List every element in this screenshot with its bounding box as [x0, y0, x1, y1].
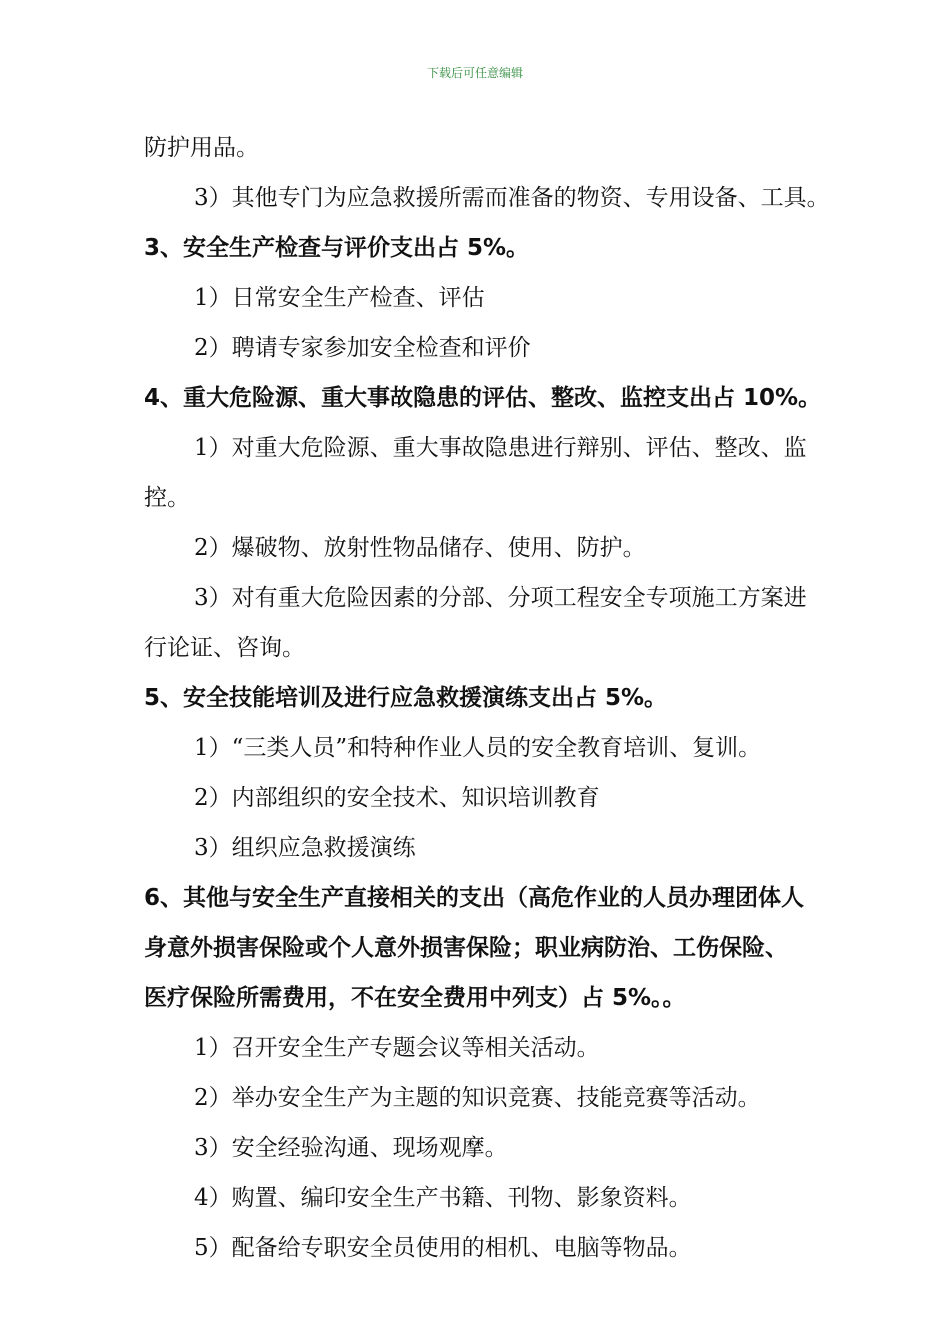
text-line: 2）聘请专家参加安全检查和评价: [194, 335, 531, 361]
text-line: 控。: [144, 485, 190, 511]
text-line: 3）组织应急救援演练: [194, 835, 416, 861]
watermark-header: 下载后可任意编辑: [426, 66, 523, 80]
text-line: 1）对重大危险源、重大事故隐患进行辩别、评估、整改、监: [194, 435, 807, 461]
text-line: 身意外损害保险或个人意外损害保险；职业病防治、工伤保险、: [144, 935, 788, 961]
text-line: 6、其他与安全生产直接相关的支出（高危作业的人员办理团体人: [144, 885, 805, 911]
text-line: 5）配备给专职安全员使用的相机、电脑等物品。: [194, 1235, 692, 1261]
text-line: 医疗保险所需费用，不在安全费用中列支）占 5%。。: [144, 985, 686, 1011]
document-body: [144, 123, 884, 1273]
text-line: 行论证、咨询。: [144, 635, 305, 661]
text-line: 1）召开安全生产专题会议等相关活动。: [194, 1035, 600, 1061]
text-line: 1）“三类人员”和特种作业人员的安全教育培训、复训。: [194, 735, 762, 761]
text-line: 1）日常安全生产检查、评估: [194, 285, 485, 311]
text-line: 3）对有重大危险因素的分部、分项工程安全专项施工方案进: [194, 585, 807, 611]
text-line: 2）爆破物、放射性物品储存、使用、防护。: [194, 535, 646, 561]
text-line: 5、安全技能培训及进行应急救援演练支出占 5%。: [144, 685, 668, 711]
text-line: 4、重大危险源、重大事故隐患的评估、整改、监控支出占 10%。: [144, 385, 822, 411]
text-line: 2）举办安全生产为主题的知识竞赛、技能竞赛等活动。: [194, 1085, 761, 1111]
text-line: 4）购置、编印安全生产书籍、刊物、影象资料。: [194, 1185, 692, 1211]
text-line: 2）内部组织的安全技术、知识培训教育: [194, 785, 600, 811]
text-line: 防护用品。: [144, 135, 259, 161]
text-line: 3）其他专门为应急救援所需而准备的物资、专用设备、工具。: [194, 185, 830, 211]
text-line: 3）安全经验沟通、现场观摩。: [194, 1135, 508, 1161]
text-line: 3、安全生产检查与评价支出占 5%。: [144, 235, 530, 261]
